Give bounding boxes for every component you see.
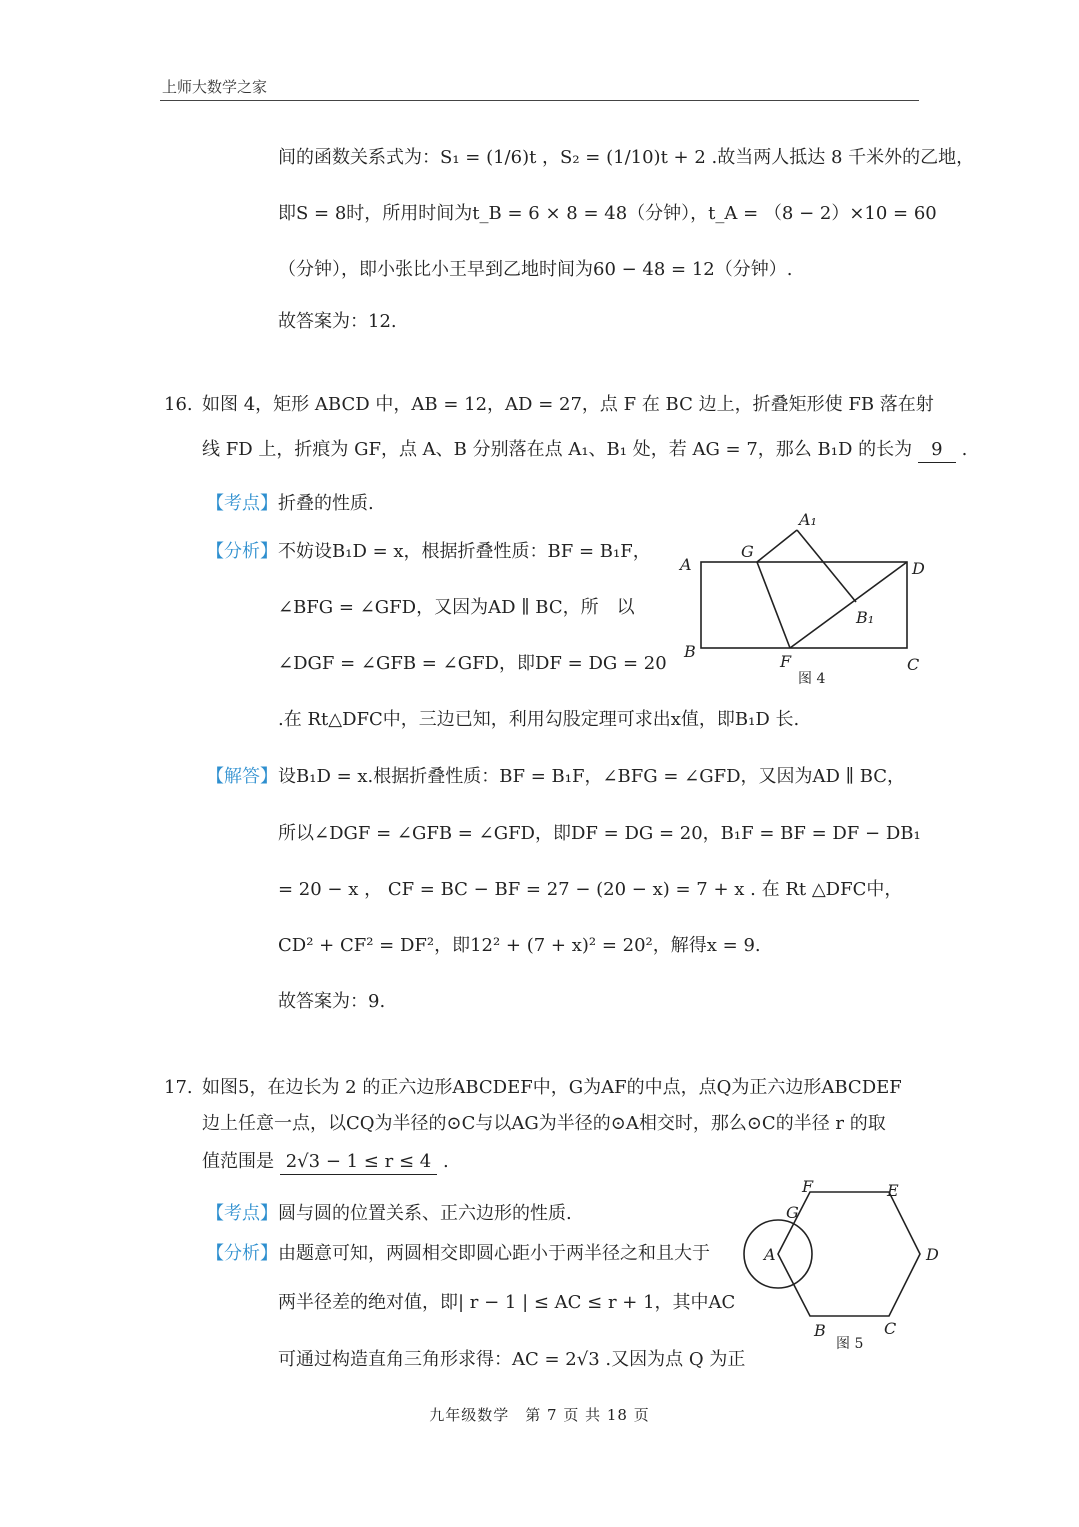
prev-line-1: 间的函数关系式为：S₁ = (1/6)t ，S₂ = (1/10)t + 2 .故当两人抵达 8 千米外的乙地，: [278, 147, 975, 168]
q17-fenxi-line-1: [206, 1242, 710, 1266]
fig4-label-b1: B₁: [856, 608, 875, 627]
kaodian-text: 圆与圆的位置关系、正六边形的性质.: [278, 1203, 572, 1224]
header-divider: [160, 100, 919, 101]
prev-answer: 故答案为：12.: [278, 311, 397, 332]
fig5-label-f: F: [802, 1177, 814, 1196]
q17-stem-line-3: [202, 1150, 449, 1175]
fig5-label-c: C: [884, 1319, 897, 1338]
fig5-label-b: B: [814, 1321, 826, 1340]
prev-line-2: 即S = 8时，所用时间为t_B = 6 × 8 = 48（分钟），t_A = （8 − 2）×10 = 60: [278, 203, 937, 224]
fenxi-tag: 【分析】: [206, 1243, 278, 1264]
q16-fenxi-line-3: ∠DGF = ∠GFB = ∠GFD，即DF = DG = 20: [278, 653, 667, 674]
line-fd: [790, 562, 907, 648]
jieda-tag: 【解答】: [206, 766, 278, 787]
fig5-label-e: E: [887, 1181, 899, 1200]
page-header-title: 上师大数学之家: [162, 78, 268, 96]
q17-stem-end: .: [442, 1151, 449, 1172]
q16-jieda-line-4: CD² + CF² = DF²，即12² + (7 + x)² = 20²，解得x = 9.: [278, 935, 761, 956]
q17-fenxi-line-3: 可通过构造直角三角形求得：AC = 2√3 .又因为点 Q 为正: [278, 1349, 746, 1370]
fenxi-text-1: 由题意可知，两圆相交即圆心距小于两半径之和且大于: [278, 1243, 710, 1264]
q17-answer-blank: 2√3 − 1 ≤ r ≤ 4: [280, 1150, 437, 1175]
q17-number: 17.: [164, 1077, 193, 1098]
q16-final-answer: 故答案为：9.: [278, 991, 386, 1012]
q16-jieda-line-2: 所以∠DGF = ∠GFB = ∠GFD，即DF = DG = 20，B₁F = BF = DF − DB₁: [278, 823, 921, 844]
segment-a1b1: [797, 530, 856, 602]
fig4-label-a: A: [680, 555, 692, 574]
fig5-label-d: D: [926, 1245, 939, 1264]
kaodian-tag: 【考点】: [206, 493, 278, 514]
q17-stem-line-2: 边上任意一点，以CQ为半径的⊙C与以AG为半径的⊙A相交时，那么⊙C的半径 r 的取: [202, 1113, 886, 1134]
fig4-label-g: G: [741, 542, 754, 561]
figure-4: [670, 505, 930, 690]
fenxi-tag: 【分析】: [206, 541, 278, 562]
kaodian-tag: 【考点】: [206, 1203, 278, 1224]
q16-stem-end: .: [961, 439, 968, 460]
fig4-caption: 图 4: [798, 671, 826, 687]
q17-stem-text: 值范围是: [202, 1151, 274, 1172]
fig4-label-f: F: [780, 652, 792, 671]
jieda-text-1: 设B₁D = x.根据折叠性质：BF = B₁F，∠BFG = ∠GFD，又因为AD ∥ BC，: [278, 766, 906, 787]
fig4-label-a1: A₁: [799, 510, 817, 529]
regular-hexagon-abcdef: [778, 1192, 920, 1316]
q16-stem-text: 线 FD 上，折痕为 GF，点 A、B 分别落在点 A₁、B₁ 处，若 AG = 7，那么 B₁D 的长为: [202, 439, 913, 460]
fig4-label-d: D: [912, 559, 925, 578]
q17-stem-line-1: 如图5，在边长为 2 的正六边形ABCDEF中，G为AF的中点，点Q为正六边形ABCDEF: [202, 1077, 902, 1098]
crease-gf: [757, 562, 790, 648]
fig5-label-a: A: [764, 1245, 776, 1264]
kaodian-text: 折叠的性质.: [278, 493, 374, 514]
fenxi-text-1: 不妨设B₁D = x，根据折叠性质：BF = B₁F，: [278, 541, 651, 562]
q16-jieda-line-1: [206, 765, 905, 789]
q16-number: 16.: [164, 394, 193, 415]
q16-jieda-line-3: = 20 − x ， CF = BC − BF = 27 − (20 − x) = 7 + x . 在 Rt △DFC中，: [278, 879, 903, 900]
q16-fenxi-line-4: .在 Rt△DFC中，三边已知，利用勾股定理可求出x值，即B₁D 长.: [278, 709, 800, 730]
segment-ga1: [757, 530, 797, 562]
q17-fenxi-line-2: 两半径差的绝对值，即| r − 1 | ≤ AC ≤ r + 1，其中AC: [278, 1292, 736, 1313]
q16-kaodian: [206, 492, 374, 516]
fig5-label-g: G: [786, 1203, 799, 1222]
q16-answer-blank: 9: [918, 438, 956, 463]
fig4-label-c: C: [907, 655, 920, 674]
figure-5: [750, 1172, 950, 1357]
prev-line-3: （分钟），即小张比小王早到乙地时间为60 − 48 = 12（分钟）.: [278, 259, 793, 280]
rectangle-abcd: [701, 562, 907, 648]
q16-stem-line-2: [202, 438, 967, 463]
fig5-caption: 图 5: [836, 1336, 864, 1352]
fig4-label-b: B: [684, 642, 696, 661]
page-footer: 九年级数学 第 7 页 共 18 页: [429, 1406, 650, 1424]
q16-fenxi-line-2: ∠BFG = ∠GFD，又因为AD ∥ BC，所 以: [278, 597, 635, 618]
q16-fenxi-line-1: [206, 540, 651, 564]
q17-kaodian: [206, 1202, 572, 1226]
q16-stem-line-1: 如图 4，矩形 ABCD 中，AB = 12，AD = 27，点 F 在 BC 边上，折叠矩形使 FB 落在射: [202, 394, 934, 415]
